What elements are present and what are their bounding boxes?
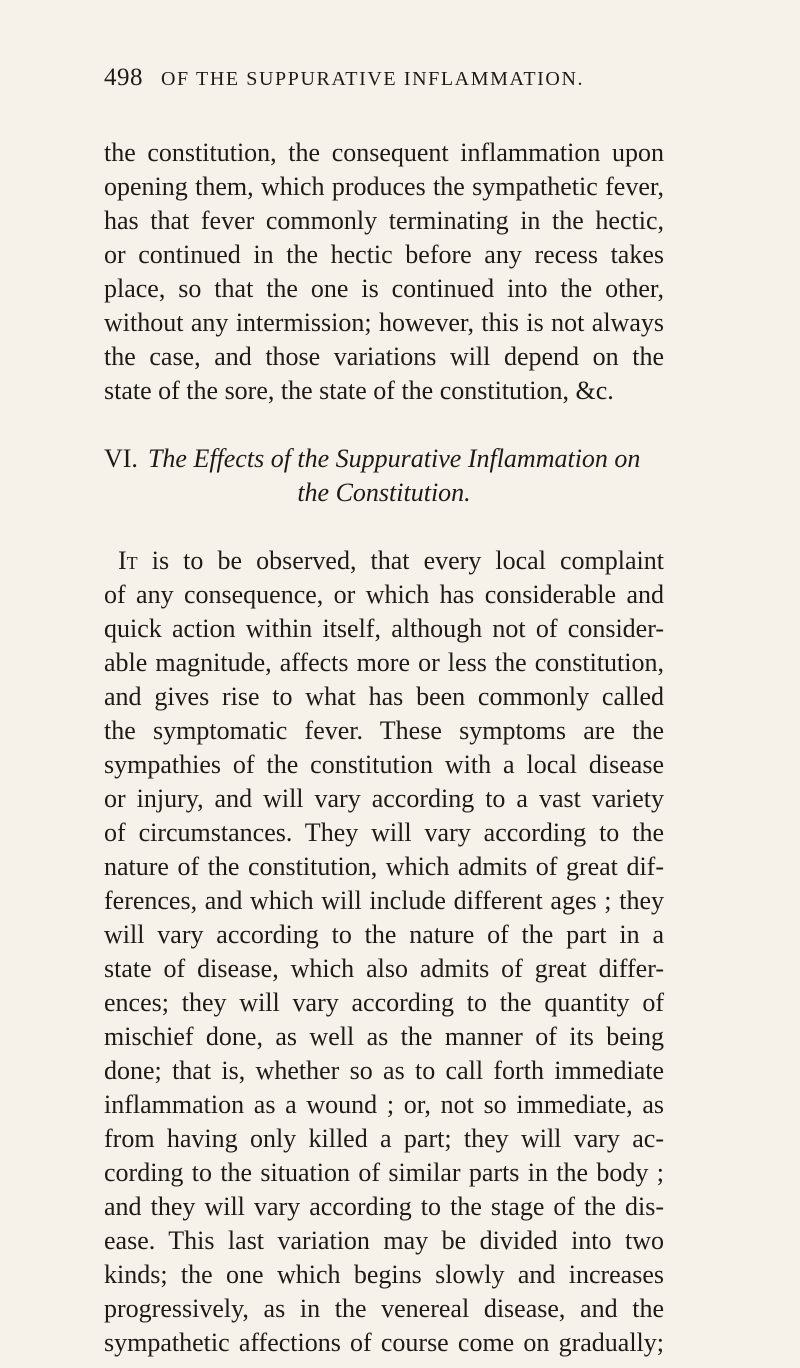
section-title-continued: the Constitution. (297, 478, 471, 507)
text-line: place, so that the one is continued into the other, (104, 274, 664, 303)
text-line: sympathetic affections of course come on gradually; (104, 1328, 664, 1357)
text-line: and they will vary according to the stage of the dis- (104, 1192, 664, 1221)
text-line: state of disease, which also admits of great differ- (104, 954, 664, 983)
text-line: the constitution, the consequent inflammation upon (104, 138, 664, 167)
text-line: will vary according to the nature of the part in a (104, 920, 664, 949)
text-line: of circumstances. They will vary according to the (104, 818, 664, 847)
drop-word: It (118, 546, 138, 575)
text-line (118, 544, 664, 578)
text-line: or injury, and will vary according to a vast variety (104, 784, 664, 813)
text-line: mischief done, as well as the manner of its being (104, 1022, 664, 1051)
text-line: nature of the constitution, which admits of great dif- (104, 852, 664, 881)
section-title: The Effects of the Suppurative Inflammation on (147, 444, 641, 473)
text-line: cording to the situation of similar parts in the body ; (104, 1158, 664, 1187)
text-line: without any intermission; however, this is not always (104, 308, 664, 337)
text-line: able magnitude, affects more or less the constitution, (104, 648, 664, 677)
running-head: OF THE SUPPURATIVE INFLAMMATION. (161, 68, 585, 90)
text-line: ferences, and which will include different ages ; they (104, 886, 664, 915)
text-line: the symptomatic fever. These symptoms are the (104, 716, 664, 745)
text-line: or continued in the hectic before any recess takes (104, 240, 664, 269)
text-line: quick action within itself, although not of consider- (104, 614, 664, 643)
section-numeral: VI. (104, 444, 138, 473)
text-line: has that fever commonly terminating in the hectic, (104, 206, 664, 235)
first-line-rest: is to be observed, that every local complaint (137, 546, 664, 575)
text-line: sympathies of the constitution with a local disease (104, 750, 664, 779)
text-line: ences; they will vary according to the quantity of (104, 988, 664, 1017)
text-line: opening them, which produces the sympathetic fever, (104, 172, 664, 201)
page-number: 498 (104, 64, 143, 91)
text-line: the case, and those variations will depend on the (104, 342, 664, 371)
text-line: ease. This last variation may be divided into two (104, 1226, 664, 1255)
text-line: kinds; the one which begins slowly and increases (104, 1260, 664, 1289)
text-line: done; that is, whether so as to call forth immediate (104, 1056, 664, 1085)
section-heading (104, 442, 664, 476)
text-line: of any consequence, or which has considerable and (104, 580, 664, 609)
text-line: progressively, as in the venereal disease, and the (104, 1294, 664, 1323)
text-line: inflammation as a wound ; or, not so immediate, as (104, 1090, 664, 1119)
text-line: state of the sore, the state of the constitution, &c. (104, 376, 614, 405)
text-line: from having only killed a part; they will vary ac- (104, 1124, 664, 1153)
text-line: and gives rise to what has been commonly called (104, 682, 664, 711)
